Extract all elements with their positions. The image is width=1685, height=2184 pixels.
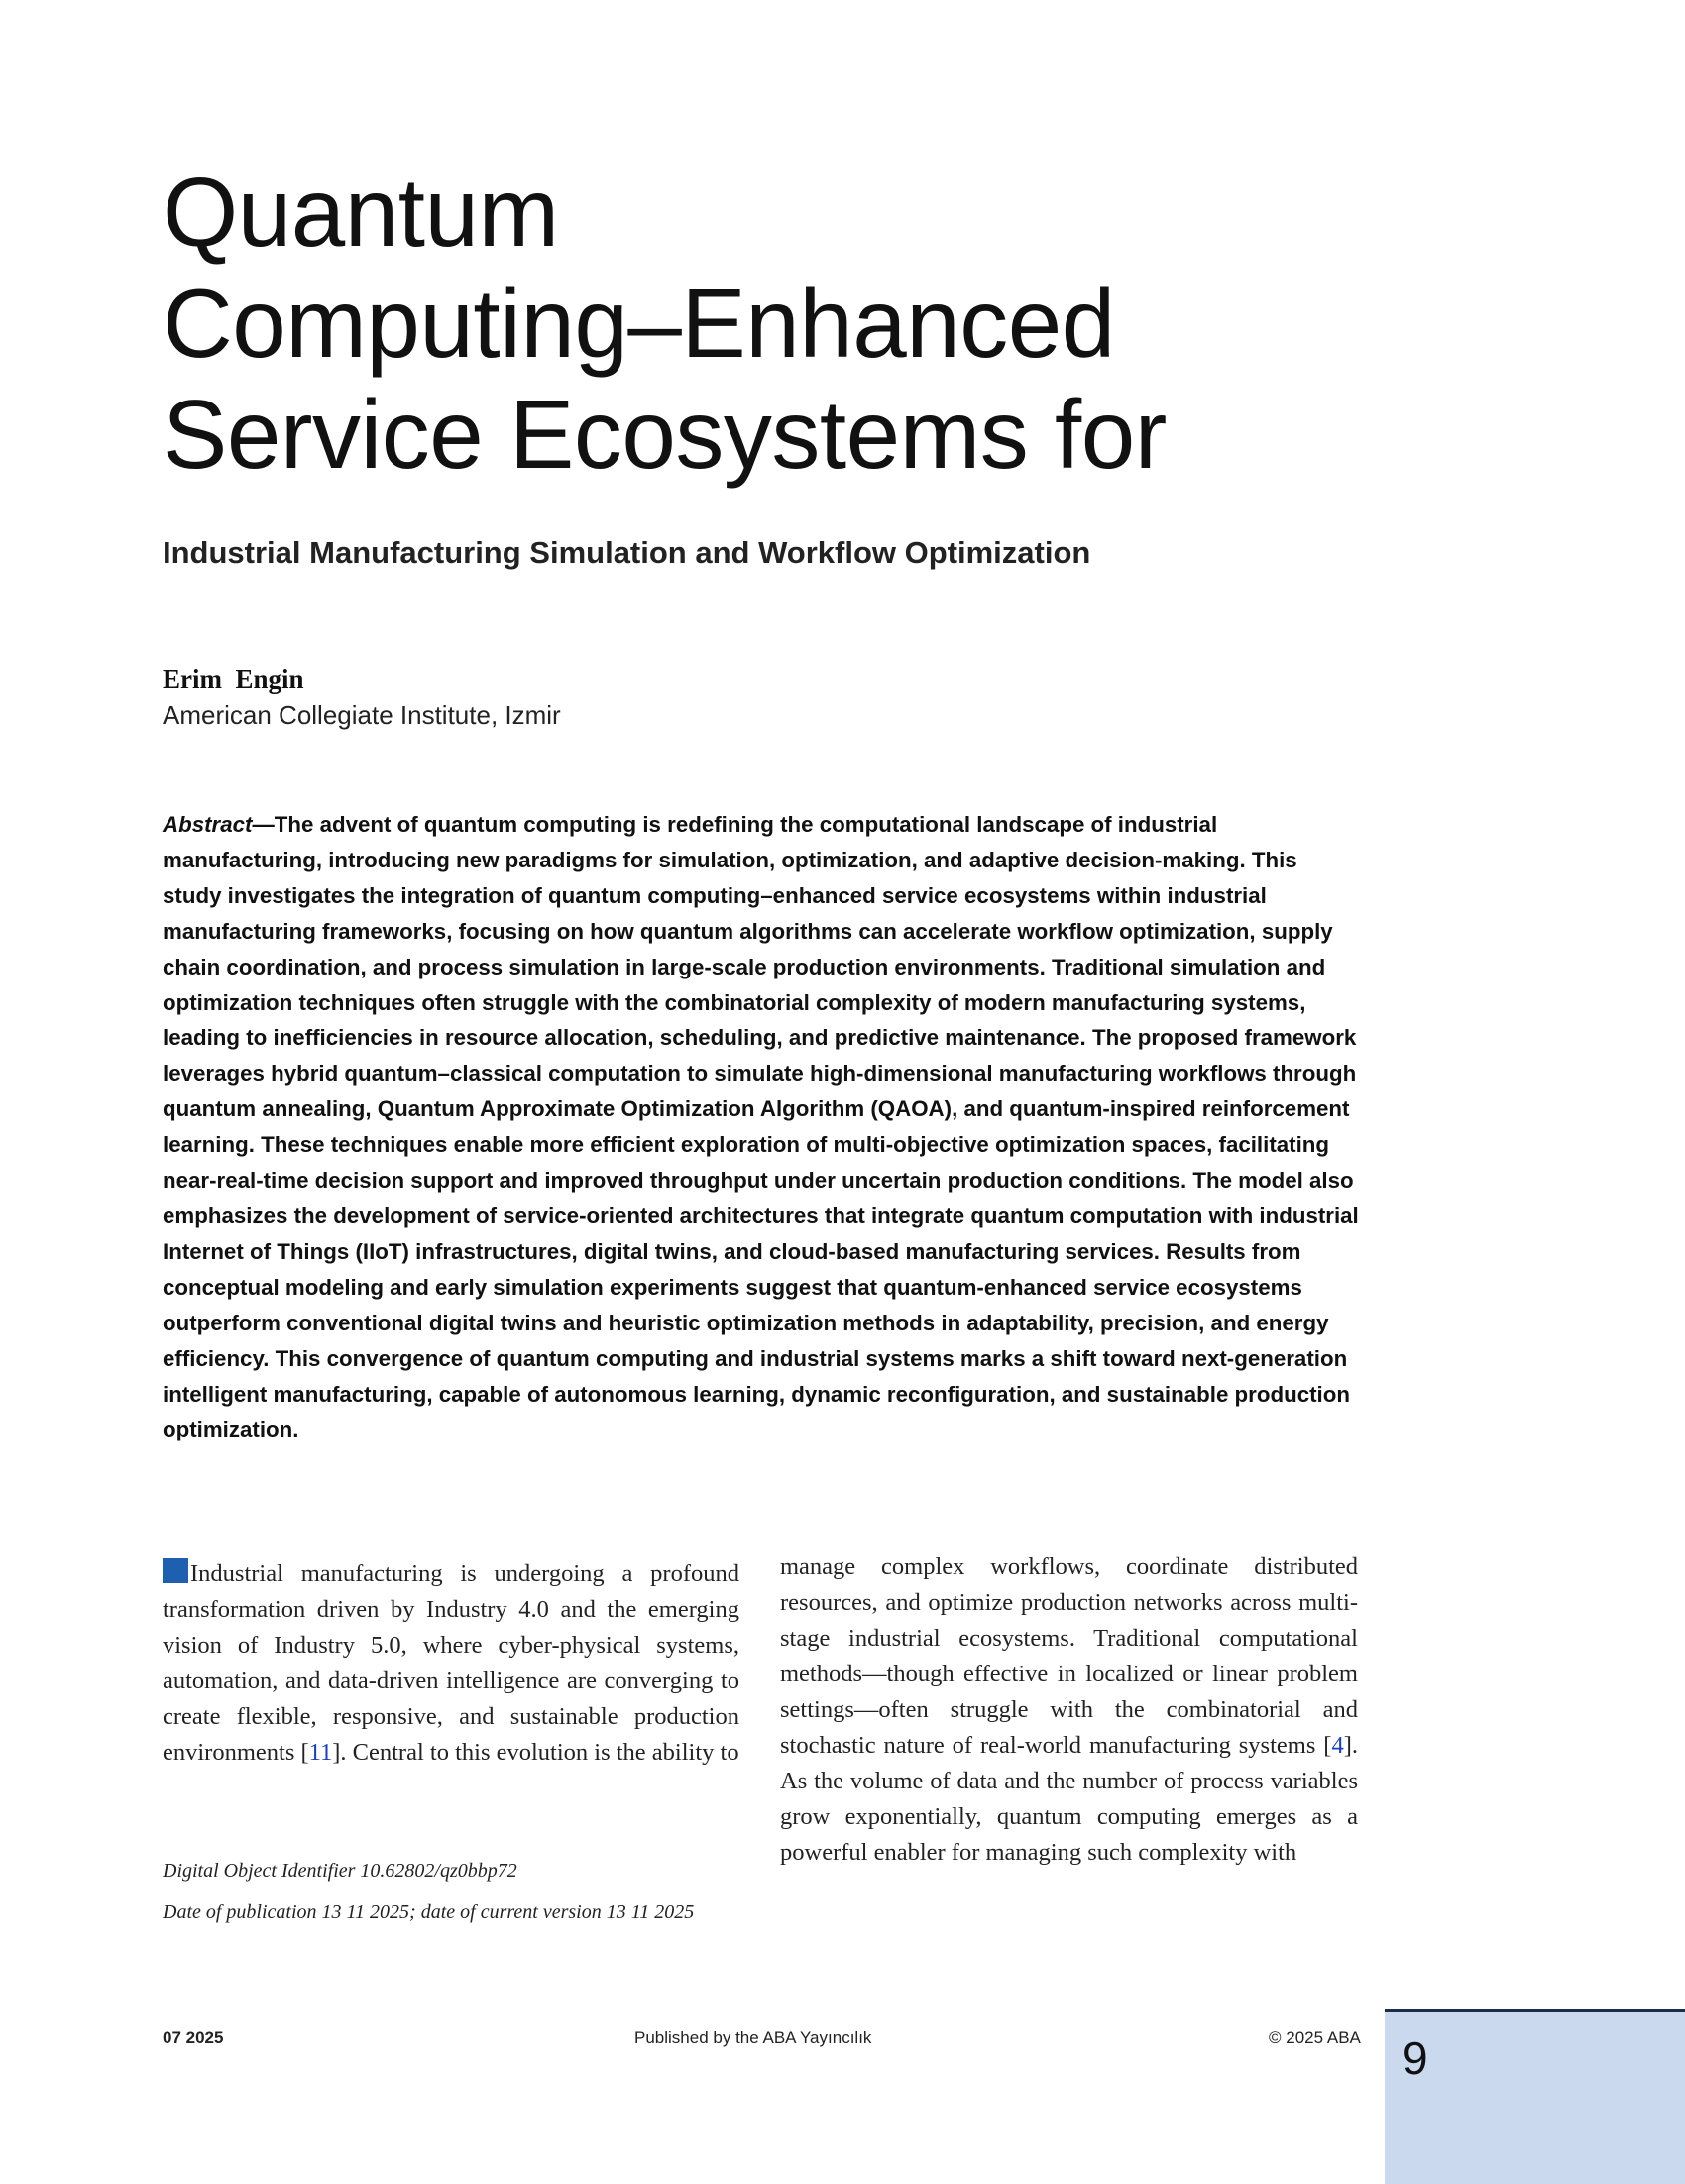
body-column-left (163, 1556, 739, 1771)
abstract-text: —The advent of quantum computing is redefining the computational landscape of industrial manufacturing, introducing new paradigms for simulation, optimization, and adaptive decision-making. This study investigates the integration of quantum computing–enhanced service ecosystems within industrial manufacturing frameworks, focusing on how quantum algorithms can accelerate workflow optimization, supply chain coordination, and process simulation in large-scale production environments. Traditional simulation and optimization techniques often struggle with the combinatorial complexity of modern manufacturing systems, leading to inefficiencies in resource allocation, scheduling, and predictive maintenance. The proposed framework leverages hybrid quantum–classical computation to simulate high-dimensional manufacturing workflows through quantum annealing, Quantum Approximate Optimization Algorithm (QAOA), and quantum-inspired reinforcement learning. These techniques enable more efficient exploration of multi-objective optimization spaces, facilitating near-real-time decision support and improved throughput under uncertain production conditions. The model also emphasizes the development of service-oriented architectures that integrate quantum computation with industrial Internet of Things (IIoT) infrastructures, digital twins, and cloud-based manufacturing services. Results from conceptual modeling and early simulation experiments suggest that quantum-enhanced service ecosystems outperform conventional digital twins and heuristic optimization methods in adaptability, precision, and energy efficiency. This convergence of quantum computing and industrial systems marks a shift toward next-generation intelligent manufacturing, capable of autonomous learning, dynamic reconfiguration, and sustainable production optimization. (163, 812, 1359, 1442)
body-left-text-end: ]. Central to this evolution is the ability to (332, 1739, 739, 1766)
author-affiliation: American Collegiate Institute, Izmir (163, 700, 561, 730)
title-line-1: Quantum (163, 158, 559, 267)
body-column-right (780, 1550, 1358, 1871)
abstract-label: Abstract (163, 812, 253, 837)
author-name: Erim Engin (163, 664, 304, 694)
footer-copyright: © 2025 ABA (1269, 2028, 1361, 2047)
body-left-text: Industrial manufacturing is undergoing a profound transformation driven by Industry 4.0 and the emerging vision of Industry 5.0, where cyber-physical systems, automation, and data-driven intelligence are converging to create flexible, responsive, and sustainable production environments [ (163, 1560, 739, 1766)
paper-subtitle: Industrial Manufacturing Simulation and Workflow Optimization (163, 535, 1091, 570)
body-right-text: manage complex workflows, coordinate distributed resources, and optimize production networks across multi-stage industrial ecosystems. Traditional computational methods—though effective in localized or linear problem settings—often struggle with the combinatorial and stochastic nature of real-world manufacturing systems [ (780, 1553, 1358, 1759)
title-line-2: Computing–Enhanced (163, 269, 1115, 378)
page-number-box (1385, 2009, 1685, 2184)
footer-publisher: Published by the ABA Yayıncılık (634, 2028, 872, 2047)
citation-link-4[interactable]: 4 (1331, 1732, 1344, 1759)
body-right-text-end: ]. As the volume of data and the number of process variables grow exponentially, quantum computing emerges as a powerful enabler for managing such complexity with (780, 1732, 1358, 1866)
abstract (163, 807, 1362, 1447)
paper-title (163, 157, 1253, 490)
publication-dates: Date of publication 13 11 2025; date of current version 13 11 2025 (163, 1901, 695, 1923)
page-number: 9 (1403, 2032, 1428, 2084)
dropcap-square-icon (163, 1558, 188, 1583)
citation-link-11[interactable]: 11 (308, 1739, 333, 1766)
footer-issue-date: 07 2025 (163, 2028, 224, 2047)
title-line-3: Service Ecosystems for (163, 380, 1167, 489)
doi-note: Digital Object Identifier 10.62802/qz0bbp72 (163, 1860, 517, 1882)
